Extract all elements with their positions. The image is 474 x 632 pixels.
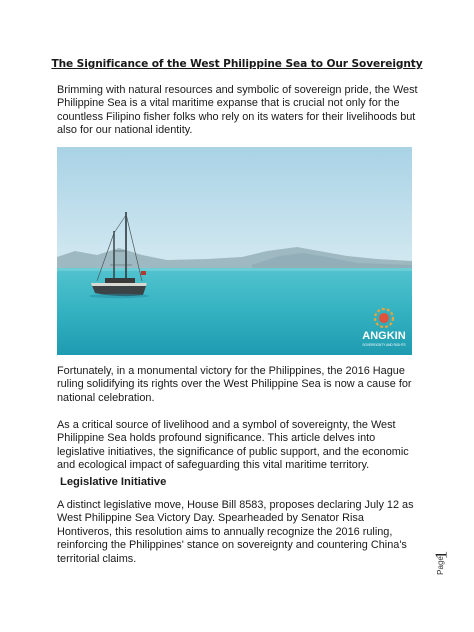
legislative-paragraph: A distinct legislative move, House Bill 8583, proposes declaring July 12 as West Philippine Sea Victory Day. Spearheaded by Senator Risa Hontiveros, this resolution aims to annually recognize the 2016 ruling, reinforcing the Philippines' stance on sovereignty and countering China's territorial claims. — [57, 499, 414, 565]
significance-paragraph: As a critical source of livelihood and a symbol of sovereignty, the West Philippine Sea holds profound significance. This article delves into legislative initiatives, the significance of public support, and the economic and ecological impact of safeguarding this vital maritime territory. — [57, 419, 409, 472]
logo-wordmark: ANGKIN — [362, 330, 406, 342]
victory-paragraph: Fortunately, in a monumental victory for the Philippines, the 2016 Hague ruling solidifying its rights over the West Philippine Sea is now a cause for national celebration. — [57, 365, 412, 404]
intro-paragraph: Brimming with natural resources and symbolic of sovereign pride, the West Philippine Sea is a vital maritime expanse that is crucial not only for the countless Filipino fisher folks who rely on its waters for their livelihoods but also for our national identity. — [57, 84, 418, 137]
sailboat-photo — [57, 147, 412, 355]
article-title: The Significance of the West Philippine Sea to Our Sovereignty — [51, 58, 423, 70]
sea-scene — [57, 147, 412, 355]
page-number-footer — [431, 545, 455, 585]
page-number: 1 — [431, 550, 451, 560]
section-heading: Legislative Initiative — [60, 476, 167, 488]
page-label: Page — [435, 556, 445, 575]
logo-tagline: SOVEREIGNTY AND RIGHTS — [362, 343, 406, 347]
